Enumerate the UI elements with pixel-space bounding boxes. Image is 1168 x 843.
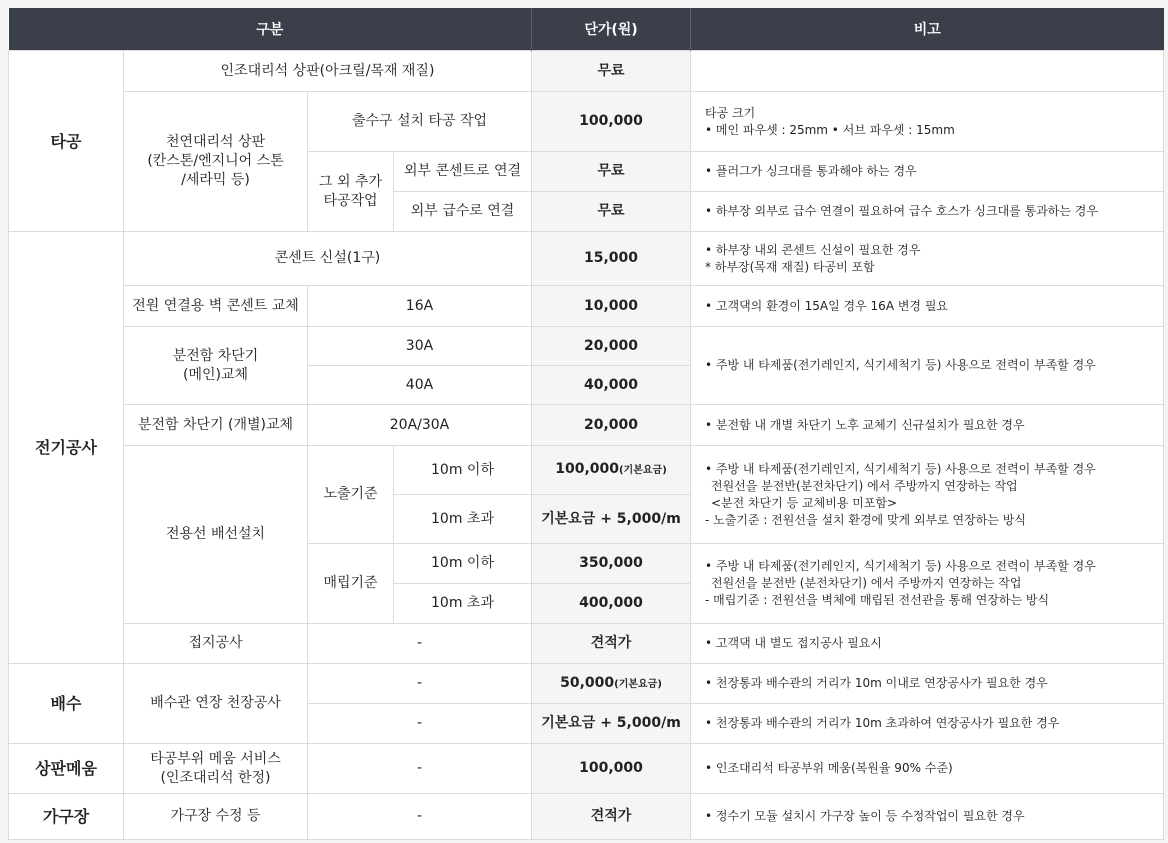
item-label: 외부 급수로 연결 xyxy=(394,192,532,232)
header-price: 단가(원) xyxy=(532,8,691,51)
item-spec: - xyxy=(308,664,532,704)
item-price: 무료 xyxy=(532,192,691,232)
item-price: 40,000 xyxy=(532,366,691,405)
item-price: 15,000 xyxy=(532,232,691,286)
item-price: 20,000 xyxy=(532,405,691,446)
item-price: 견적가 xyxy=(532,794,691,840)
table-row xyxy=(9,624,1164,664)
item-note: • 인조대리석 타공부위 메움(복원율 90% 수준) xyxy=(691,744,1164,794)
item-label: 출수구 설치 타공 작업 xyxy=(308,92,532,152)
item-range: 10m 이하 xyxy=(394,544,532,584)
item-price: 100,000 xyxy=(532,744,691,794)
item-group-extra: 그 외 추가 타공작업 xyxy=(308,152,394,232)
item-label: 콘센트 신설(1구) xyxy=(124,232,532,286)
item-price: 400,000 xyxy=(532,584,691,624)
note-line: * 하부장(목재 재질) 타공비 포함 xyxy=(705,259,875,274)
note-line: <분전 차단기 등 교체비용 미포함> xyxy=(711,495,898,510)
item-note: • 하부장 외부로 급수 연결이 필요하여 급수 호스가 싱크대를 통과하는 경우 xyxy=(691,192,1164,232)
note-line: • 주방 내 타제품(전기레인지, 식기세척기 등) 사용으로 전력이 부족할 경우 xyxy=(705,559,1096,573)
item-label: 외부 콘센트로 연결 xyxy=(394,152,532,192)
note-line: 전원선을 분전반 (분전차단기) 에서 주방까지 연장하는 작업 xyxy=(711,576,1022,590)
table-row xyxy=(9,327,1164,366)
item-note: • 고객댁의 환경이 15A일 경우 16A 변경 필요 xyxy=(691,286,1164,327)
item-note: • 분전함 내 개별 차단기 노후 교체기 신규설치가 필요한 경우 xyxy=(691,405,1164,446)
item-note xyxy=(691,544,1164,624)
item-price: 350,000 xyxy=(532,544,691,584)
item-spec: 20A/30A xyxy=(308,405,532,446)
header-category: 구분 xyxy=(9,8,532,51)
note-line: - 노출기준 : 전원선을 설치 환경에 맞게 외부로 연장하는 방식 xyxy=(705,512,1026,527)
item-label: 타공부위 메움 서비스 (인조대리석 한정) xyxy=(124,744,308,794)
category-cabinet: 가구장 xyxy=(9,794,124,840)
item-note xyxy=(691,51,1164,92)
item-spec: - xyxy=(308,794,532,840)
item-note: • 주방 내 타제품(전기레인지, 식기세척기 등) 사용으로 전력이 부족할 경우 xyxy=(691,327,1164,405)
item-label: 배수관 연장 천장공사 xyxy=(124,664,308,744)
item-price: 무료 xyxy=(532,152,691,192)
item-label: 가구장 수정 등 xyxy=(124,794,308,840)
category-drain: 배수 xyxy=(9,664,124,744)
table-row xyxy=(9,286,1164,327)
item-note xyxy=(691,92,1164,152)
item-price xyxy=(532,664,691,704)
item-spec: 40A xyxy=(308,366,532,405)
note-line: 전원선을 분전반(분전차단기) 에서 주방까지 연장하는 작업 xyxy=(711,478,1018,493)
item-note xyxy=(691,446,1164,544)
table-row xyxy=(9,794,1164,840)
item-price: 10,000 xyxy=(532,286,691,327)
item-price: 기본요금 + 5,000/m xyxy=(532,704,691,744)
item-spec: - xyxy=(308,624,532,664)
price-suffix: (기본요금) xyxy=(614,678,662,690)
item-range: 10m 초과 xyxy=(394,584,532,624)
table-header xyxy=(9,8,1164,51)
category-filling: 상판메움 xyxy=(9,744,124,794)
item-price: 100,000 xyxy=(532,92,691,152)
note-line: • 하부장 내외 콘센트 신설이 필요한 경우 xyxy=(705,242,921,257)
table-row xyxy=(9,405,1164,446)
price-value: 50,000 xyxy=(560,674,615,691)
item-price xyxy=(532,446,691,495)
item-label: 접지공사 xyxy=(124,624,308,664)
item-note: • 고객댁 내 별도 접지공사 필요시 xyxy=(691,624,1164,664)
price-table xyxy=(8,8,1164,840)
item-label: 전원 연결용 벽 콘센트 교체 xyxy=(124,286,308,327)
item-note: • 플러그가 싱크대를 통과해야 하는 경우 xyxy=(691,152,1164,192)
item-label: 인조대리석 상판(아크릴/목재 재질) xyxy=(124,51,532,92)
category-tagong: 타공 xyxy=(9,51,124,232)
item-range: 10m 이하 xyxy=(394,446,532,495)
item-note: • 천장통과 배수관의 거리가 10m 초과하여 연장공사가 필요한 경우 xyxy=(691,704,1164,744)
item-spec: - xyxy=(308,744,532,794)
item-subgroup-buried: 매립기준 xyxy=(308,544,394,624)
item-price: 20,000 xyxy=(532,327,691,366)
item-note xyxy=(691,232,1164,286)
item-note: • 천장통과 배수관의 거리가 10m 이내로 연장공사가 필요한 경우 xyxy=(691,664,1164,704)
price-value: 100,000 xyxy=(555,461,619,477)
note-line: - 매립기준 : 전원선을 벽체에 매립된 전선관을 통해 연장하는 방식 xyxy=(705,593,1050,607)
table-row xyxy=(9,51,1164,92)
item-price: 견적가 xyxy=(532,624,691,664)
item-group-natural-stone: 천연대리석 상판 (칸스톤/엔지니어 스톤 /세라믹 등) xyxy=(124,92,308,232)
item-group-main-breaker: 분전함 차단기 (메인)교체 xyxy=(124,327,308,405)
item-price: 기본요금 + 5,000/m xyxy=(532,495,691,544)
item-spec: - xyxy=(308,704,532,744)
note-line: 타공 크기 xyxy=(705,105,756,120)
table-row xyxy=(9,232,1164,286)
table-row xyxy=(9,664,1164,704)
item-price: 무료 xyxy=(532,51,691,92)
note-line: • 메인 파우셋 : 25mm • 서브 파우셋 : 15mm xyxy=(705,122,955,137)
note-line: • 주방 내 타제품(전기레인지, 식기세척기 등) 사용으로 전력이 부족할 경우 xyxy=(705,461,1096,476)
price-suffix: (기본요금) xyxy=(618,465,667,476)
item-subgroup-exposed: 노출기준 xyxy=(308,446,394,544)
header-note: 비고 xyxy=(691,8,1164,51)
table-row xyxy=(9,92,1164,152)
table-row xyxy=(9,744,1164,794)
item-spec: 16A xyxy=(308,286,532,327)
item-label: 분전함 차단기 (개별)교체 xyxy=(124,405,308,446)
item-group-dedicated-line: 전용선 배선설치 xyxy=(124,446,308,624)
table-row xyxy=(9,446,1164,495)
item-range: 10m 초과 xyxy=(394,495,532,544)
item-spec: 30A xyxy=(308,327,532,366)
item-note: • 정수기 모듈 설치시 가구장 높이 등 수정작업이 필요한 경우 xyxy=(691,794,1164,840)
category-electric: 전기공사 xyxy=(9,232,124,664)
